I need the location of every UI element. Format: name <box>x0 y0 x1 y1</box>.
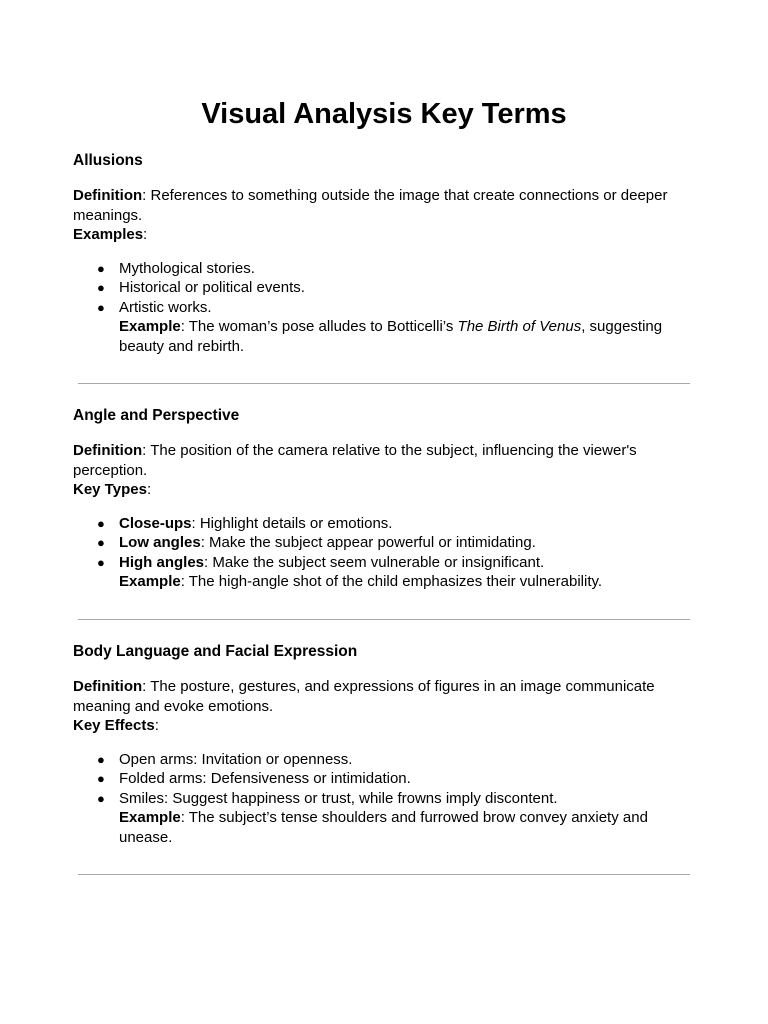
definition-label: Definition <box>73 678 143 695</box>
item-text: : Highlight details or emotions. <box>191 514 393 532</box>
bullet-icon: ● <box>97 751 105 767</box>
item-text: Folded arms: Defensiveness or intimidation. <box>119 770 411 787</box>
list-label-suffix: : <box>154 717 159 734</box>
item-text: Smiles: Suggest happiness or trust, while frowns imply discontent. <box>119 789 558 807</box>
item-text: Mythological stories. <box>119 259 255 277</box>
example-label: Example <box>119 573 181 590</box>
divider <box>78 619 690 620</box>
item-term: Low angles <box>119 534 201 551</box>
example-label: Example <box>119 318 181 335</box>
example <box>119 572 693 592</box>
item-text: Historical or political events. <box>119 279 305 296</box>
bullet-icon: ● <box>97 260 105 276</box>
list-label <box>73 225 693 245</box>
definition <box>73 186 693 225</box>
bullet-list <box>73 259 693 357</box>
list-item <box>73 769 693 789</box>
list-item <box>73 553 693 592</box>
list-label-text: Examples <box>73 226 144 243</box>
bullet-icon: ● <box>97 771 105 786</box>
example-text: : The woman’s pose alludes to Botticelli’s <box>180 318 458 335</box>
bullet-icon: ● <box>97 515 105 531</box>
section-angle-perspective <box>73 406 693 592</box>
list-label <box>73 716 693 736</box>
bullet-icon: ● <box>97 280 105 295</box>
bullet-icon: ● <box>97 554 105 570</box>
list-label <box>73 480 693 500</box>
example <box>119 317 693 356</box>
bullet-list <box>73 514 693 592</box>
example-text: : The high-angle shot of the child emphasizes their vulnerability. <box>180 573 603 590</box>
item-term: Close-ups <box>119 514 192 532</box>
list-label-text: Key Effects <box>73 717 155 734</box>
divider <box>78 874 690 875</box>
list-label-suffix: : <box>143 226 148 243</box>
definition-text: : The posture, gestures, and expressions of figures in an image communicate meaning and evoke emotions. <box>73 678 655 715</box>
list-label-suffix: : <box>146 481 152 498</box>
example-text: : The subject’s tense shoulders and furrowed brow convey anxiety and unease. <box>119 809 648 846</box>
example-text-end: , suggesting beauty and rebirth. <box>119 318 663 355</box>
example-label: Example <box>119 809 181 826</box>
definition-text: : References to something outside the image that create connections or deeper meanings. <box>73 187 668 224</box>
list-item <box>73 750 693 770</box>
divider <box>78 383 690 384</box>
item-term: High angles <box>119 553 205 571</box>
section-heading: Allusions <box>73 152 143 169</box>
list-item <box>73 259 693 279</box>
section-allusions <box>73 151 693 356</box>
list-item <box>73 514 693 534</box>
list-item <box>73 298 693 357</box>
item-text: Open arms: Invitation or openness. <box>119 750 353 768</box>
bullet-icon: ● <box>97 535 105 550</box>
item-text: Artistic works. <box>119 298 212 316</box>
example <box>119 808 693 847</box>
example-italic-title: The Birth of Venus <box>457 318 582 335</box>
list-item <box>73 533 693 553</box>
bullet-icon: ● <box>97 299 105 315</box>
definition-label: Definition <box>73 442 143 459</box>
item-text: : Make the subject appear powerful or intimidating. <box>200 534 536 551</box>
definition <box>73 441 693 480</box>
section-heading: Body Language and Facial Expression <box>73 643 358 660</box>
definition-text: : The position of the camera relative to the subject, influencing the viewer's perception. <box>73 442 637 479</box>
bullet-icon: ● <box>97 790 105 806</box>
section-heading: Angle and Perspective <box>73 407 240 424</box>
definition <box>73 677 693 716</box>
item-text: : Make the subject seem vulnerable or insignificant. <box>204 553 545 571</box>
list-item <box>73 789 693 848</box>
page-title: Visual Analysis Key Terms <box>201 98 567 130</box>
list-item <box>73 278 693 298</box>
section-body-language <box>73 642 693 847</box>
bullet-list <box>73 750 693 848</box>
definition-label: Definition <box>73 187 143 204</box>
list-label-text: Key Types <box>73 481 147 498</box>
